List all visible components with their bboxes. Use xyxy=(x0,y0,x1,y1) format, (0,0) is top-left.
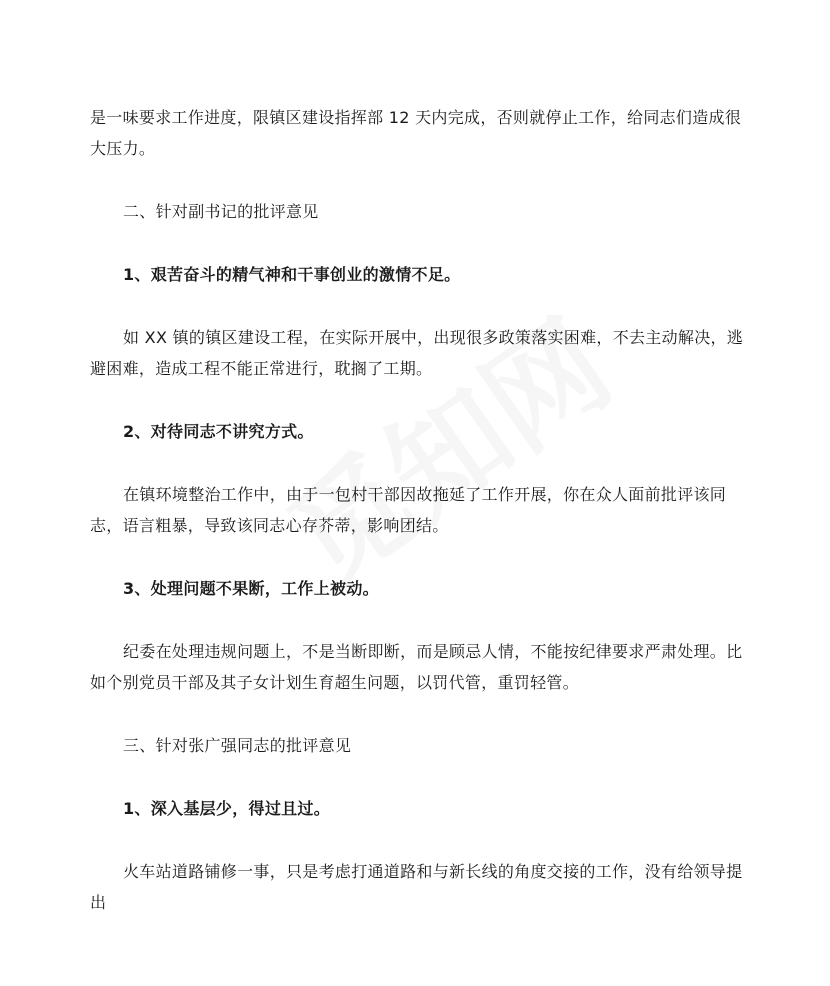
paragraph-2-2: 在镇环境整治工作中，由于一包村干部因故拖延了工作开展，你在众人面前批评该同志，语言粗暴，导致该同志心存芥蒂，影响团结。 xyxy=(90,485,727,535)
paragraph-continued: 是一味要求工作进度，限镇区建设指挥部 12 天内完成，否则就停止工作，给同志们造成很大压力。 xyxy=(90,108,742,158)
paragraph-2-3: 纪委在处理违规问题上，不是当断即断，而是顾忌人情，不能按纪律要求严肃处理。比如个别党员干部及其子女计划生育超生问题，以罚代管，重罚轻管。 xyxy=(90,642,743,692)
section-heading-2: 二、针对副书记的批评意见 xyxy=(123,202,319,221)
sub-heading-2-1: 1、艰苦奋斗的精气神和干事创业的激情不足。 xyxy=(123,265,461,284)
sub-heading-2-3: 3、处理问题不果断，工作上被动。 xyxy=(123,579,379,598)
sub-heading-3-1: 1、深入基层少，得过且过。 xyxy=(123,799,331,818)
paragraph-3-1: 火车站道路铺修一事，只是考虑打通道路和与新长线的角度交接的工作，没有给领导提出 xyxy=(90,862,743,912)
document-body xyxy=(90,102,750,918)
paragraph-2-1: 如 XX 镇的镇区建设工程，在实际开展中，出现很多政策落实困难，不去主动解决，逃避困难，造成工程不能正常进行，耽搁了工期。 xyxy=(90,328,744,378)
sub-heading-2-2: 2、对待同志不讲究方式。 xyxy=(123,422,314,441)
section-heading-3: 三、针对张广强同志的批评意见 xyxy=(123,736,352,755)
